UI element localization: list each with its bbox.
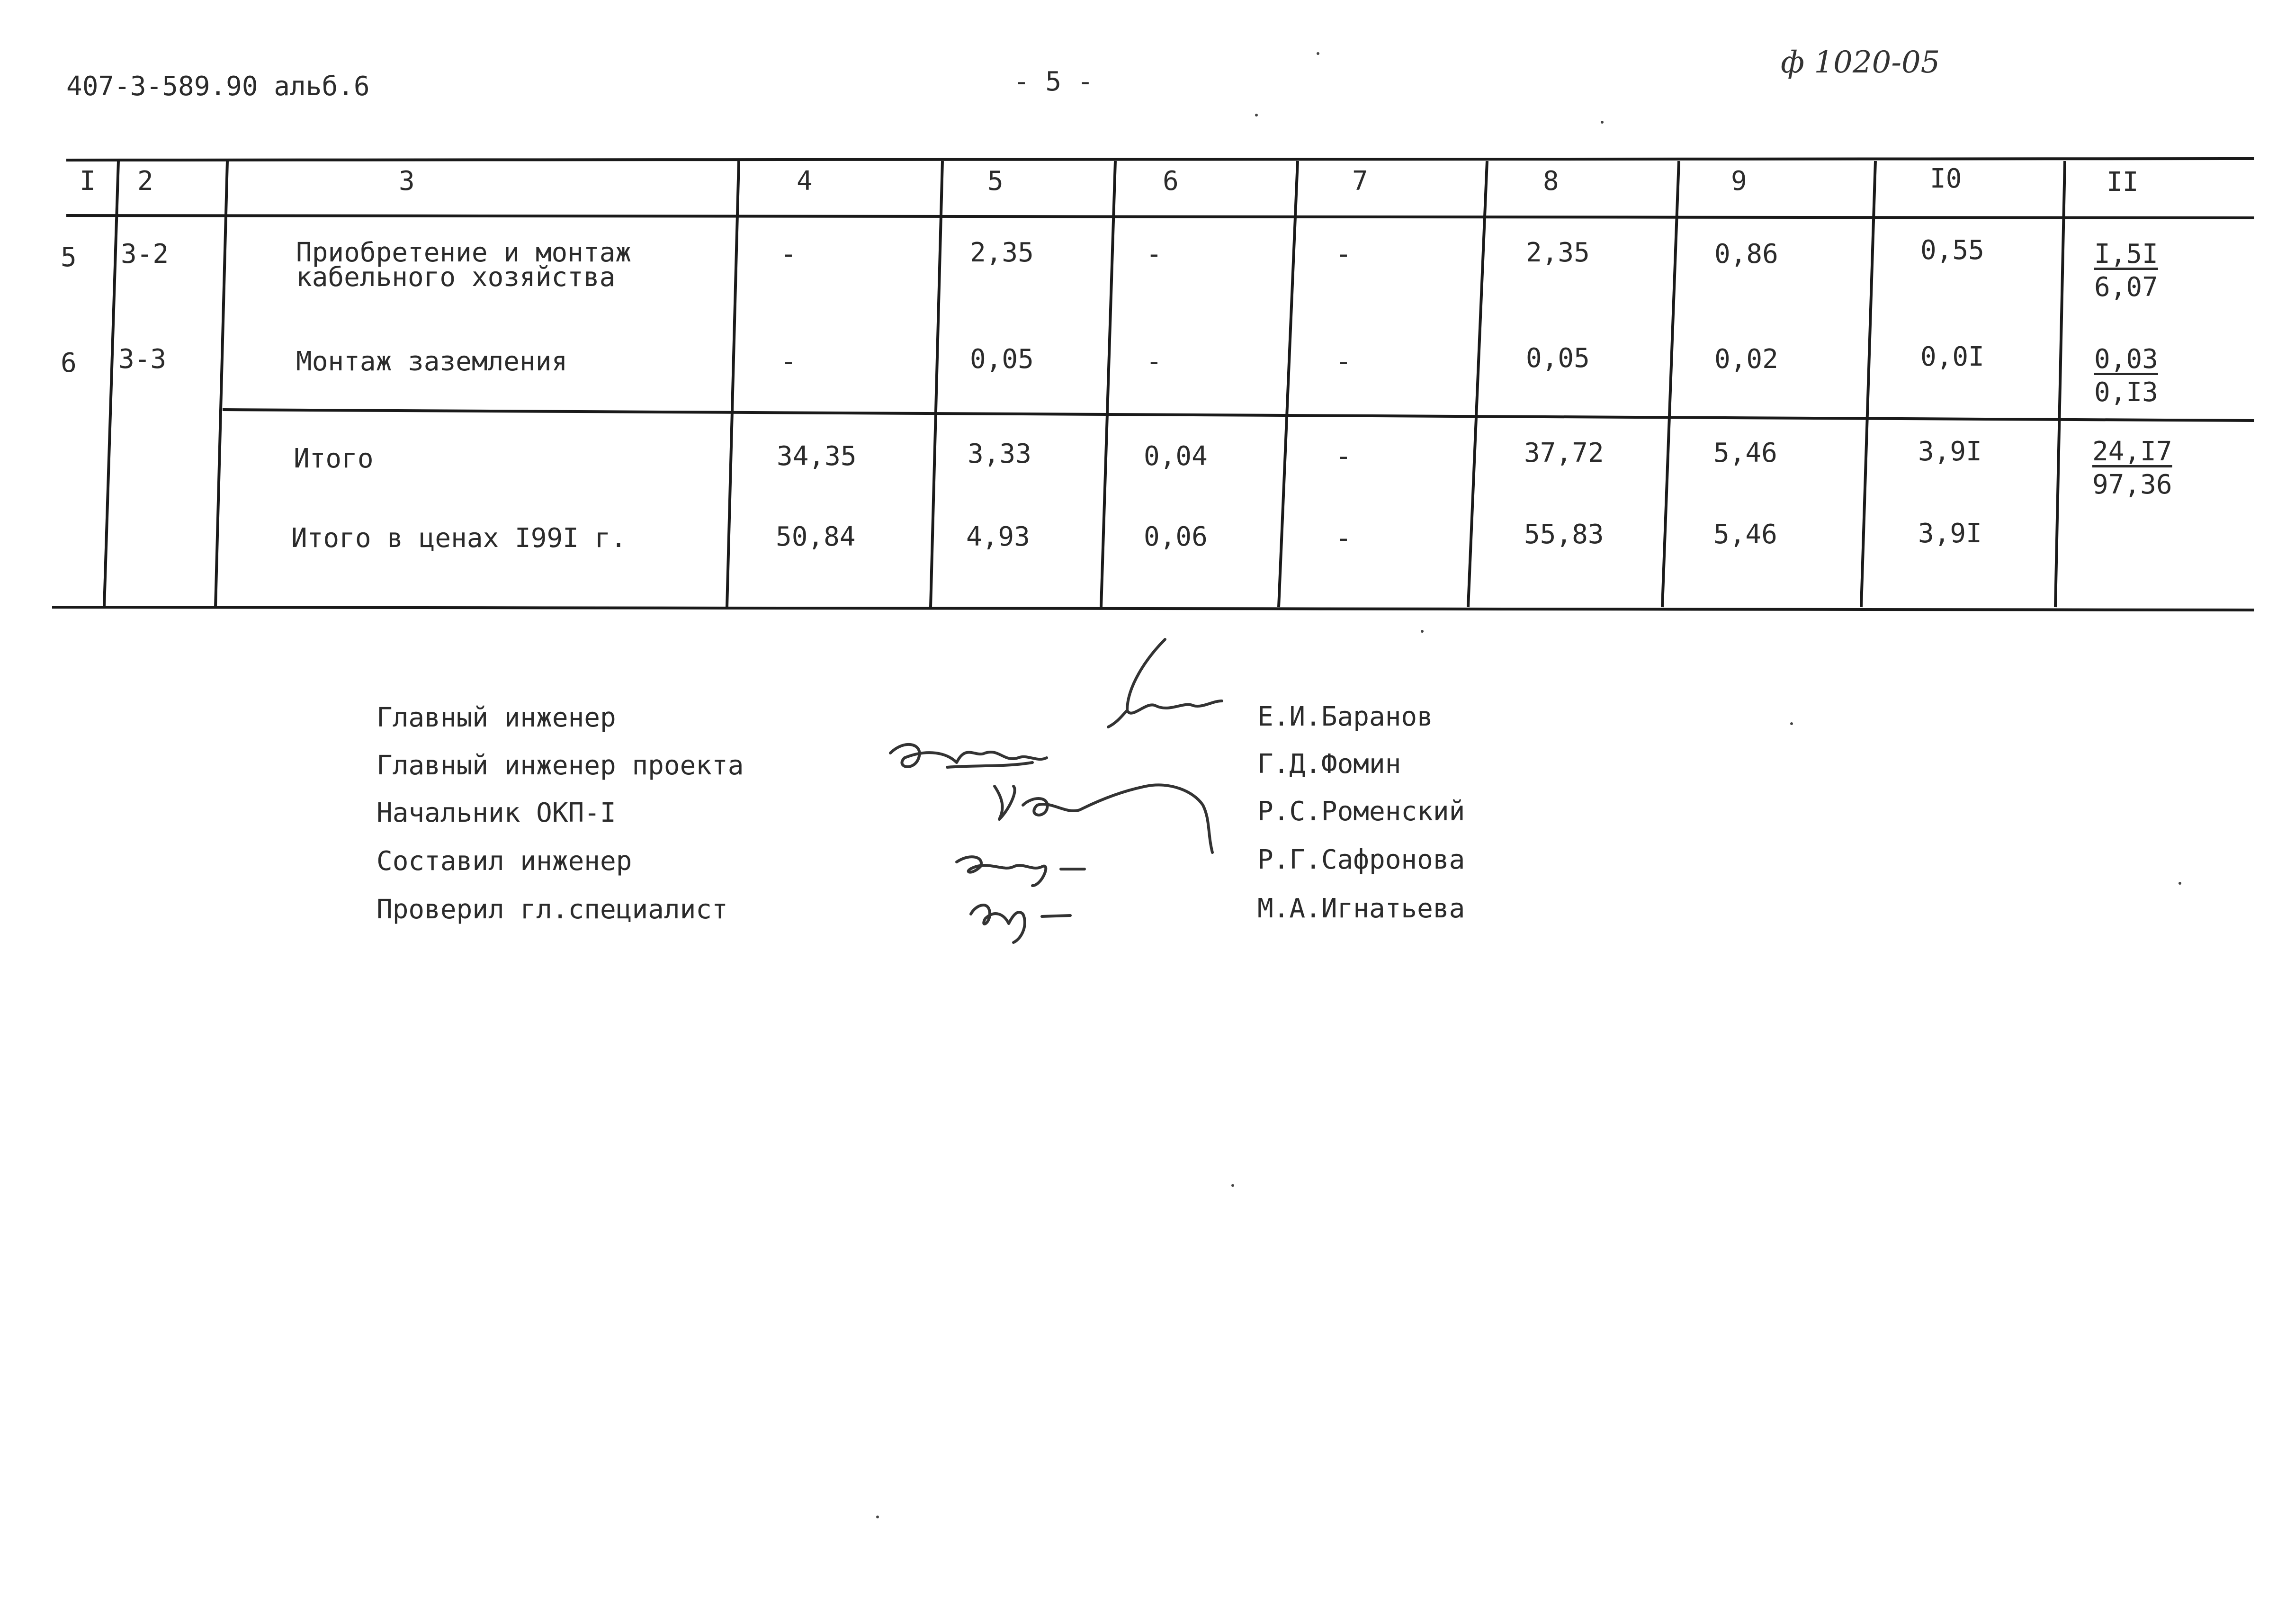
col-header-2: 2	[137, 166, 153, 197]
cell-col11-bottom: 0,I3	[2094, 377, 2158, 408]
cell-col10: 0,0I	[1920, 341, 1984, 372]
cell-col4: -	[780, 346, 797, 377]
col-header-11: II	[2107, 167, 2139, 197]
total-col6: 0,06	[1144, 521, 1208, 552]
total-col6: 0,04	[1144, 441, 1208, 472]
col-header-4: 4	[797, 166, 813, 197]
col-header-8: 8	[1543, 166, 1559, 197]
table-row-number: 5	[61, 242, 77, 273]
total-col5: 4,93	[966, 521, 1030, 552]
total-col7: -	[1336, 441, 1352, 472]
signature-name: М.А.Игнатьева	[1257, 893, 1465, 924]
col-header-3: 3	[399, 166, 415, 197]
handwritten-reference: ф 1020-05	[1781, 45, 1940, 80]
col-header-9: 9	[1731, 166, 1747, 197]
col-header-1: I	[80, 166, 96, 197]
scan-speck	[2178, 882, 2181, 885]
signature-name: Р.Г.Сафронова	[1257, 844, 1465, 875]
page-number: - 5 -	[1013, 66, 1094, 97]
total-col4: 34,35	[777, 441, 857, 472]
total-label: Итого в ценах I99I г.	[291, 523, 627, 554]
total-col5: 3,33	[968, 439, 1031, 469]
signature-role: Составил инженер	[377, 846, 632, 877]
scan-speck	[1255, 114, 1258, 117]
handwritten-signatures	[862, 630, 1241, 961]
cell-col7: -	[1336, 346, 1352, 377]
total-col11-top: 24,I7	[2092, 436, 2172, 467]
col-header-5: 5	[987, 166, 1004, 197]
signature-role: Главный инженер	[377, 702, 616, 733]
table-row-name	[296, 237, 632, 293]
cell-col8: 2,35	[1526, 237, 1590, 268]
cell-col7: -	[1336, 239, 1352, 269]
signature-role: Начальник ОКП-I	[377, 798, 616, 828]
cell-col11-top: 0,03	[2094, 344, 2158, 375]
total-col11-bottom: 97,36	[2092, 469, 2172, 500]
signature-role: Проверил гл.специалист	[377, 894, 728, 925]
cell-col11-bottom: 6,07	[2094, 272, 2158, 303]
col-header-6: 6	[1163, 166, 1179, 197]
name-line: кабельного хозяйства	[296, 262, 616, 293]
col-header-7: 7	[1352, 166, 1368, 197]
signature-name: Г.Д.Фомин	[1257, 749, 1401, 780]
table-row-code: 3-3	[118, 344, 167, 375]
table-row-number: 6	[61, 348, 77, 378]
scan-speck	[1317, 52, 1319, 55]
name-line: Приобретение и монтаж	[296, 237, 632, 268]
total-col10: 3,9I	[1918, 436, 1982, 467]
signature-name: Е.И.Баранов	[1257, 701, 1433, 732]
scan-speck	[1601, 121, 1604, 124]
scan-speck	[876, 1516, 879, 1518]
cell-col9: 0,02	[1714, 344, 1778, 375]
cell-col6: -	[1146, 346, 1162, 377]
cell-col6: -	[1146, 239, 1162, 269]
total-col7: -	[1336, 523, 1352, 554]
cell-col8: 0,05	[1526, 343, 1590, 374]
total-col4: 50,84	[776, 521, 856, 552]
cell-col9: 0,86	[1714, 239, 1778, 269]
col-header-10: I0	[1930, 163, 1962, 194]
cell-col10: 0,55	[1920, 235, 1984, 266]
total-col8: 55,83	[1524, 519, 1604, 550]
total-col9: 5,46	[1713, 438, 1777, 468]
table-row-code: 3-2	[121, 239, 169, 269]
scan-speck	[1790, 722, 1793, 725]
total-label: Итого	[294, 443, 374, 474]
cell-col11-top: I,5I	[2094, 239, 2158, 269]
signature-role: Главный инженер проекта	[377, 750, 744, 781]
signature-name: Р.С.Роменский	[1257, 796, 1465, 827]
cell-col5: 2,35	[970, 237, 1034, 268]
total-col9: 5,46	[1713, 519, 1777, 550]
scan-speck	[1231, 1184, 1234, 1187]
table-row-name: Монтаж заземления	[296, 346, 568, 377]
document-code: 407-3-589.90 альб.6	[66, 71, 370, 102]
total-col10: 3,9I	[1918, 518, 1982, 549]
cell-col4: -	[780, 239, 797, 269]
total-col8: 37,72	[1524, 438, 1604, 468]
scan-speck	[1421, 630, 1424, 633]
cell-col5: 0,05	[970, 344, 1034, 375]
